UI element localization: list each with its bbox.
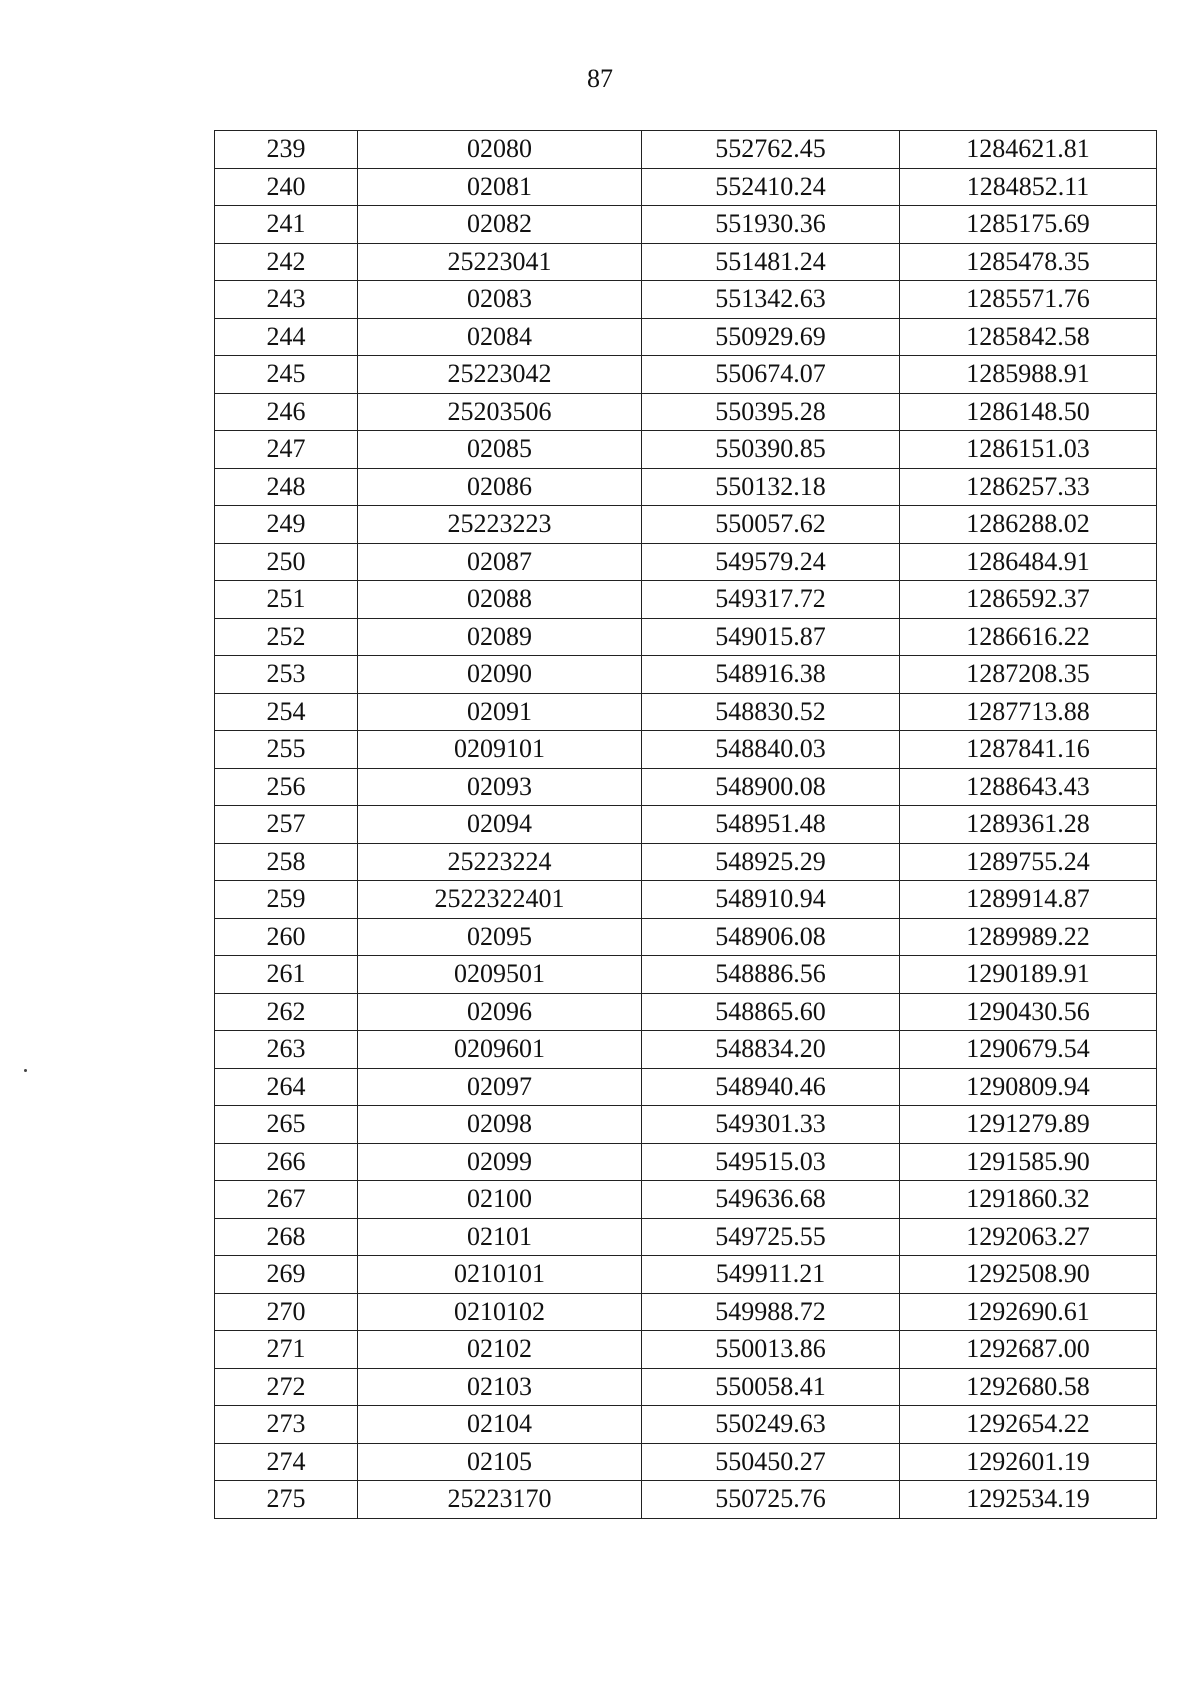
point-id-cell: 25223042 <box>358 356 642 394</box>
table-row <box>215 581 1157 619</box>
coordinates-table <box>214 130 1157 1519</box>
y-coordinate-cell: 1292690.61 <box>900 1293 1157 1331</box>
table-row <box>215 1406 1157 1444</box>
row-number-cell: 247 <box>215 431 358 469</box>
x-coordinate-cell: 549015.87 <box>642 618 900 656</box>
row-number-cell: 263 <box>215 1031 358 1069</box>
row-number-cell: 251 <box>215 581 358 619</box>
table-row <box>215 168 1157 206</box>
point-id-cell: 02090 <box>358 656 642 694</box>
row-number-cell: 259 <box>215 881 358 919</box>
x-coordinate-cell: 549911.21 <box>642 1256 900 1294</box>
y-coordinate-cell: 1292680.58 <box>900 1368 1157 1406</box>
row-number-cell: 239 <box>215 131 358 169</box>
x-coordinate-cell: 550057.62 <box>642 506 900 544</box>
row-number-cell: 275 <box>215 1481 358 1519</box>
point-id-cell: 25203506 <box>358 393 642 431</box>
table-row <box>215 281 1157 319</box>
table-row <box>215 393 1157 431</box>
table-row <box>215 1481 1157 1519</box>
table-row <box>215 543 1157 581</box>
point-id-cell: 2522322401 <box>358 881 642 919</box>
x-coordinate-cell: 552762.45 <box>642 131 900 169</box>
x-coordinate-cell: 548834.20 <box>642 1031 900 1069</box>
table-row <box>215 1031 1157 1069</box>
row-number-cell: 260 <box>215 918 358 956</box>
row-number-cell: 245 <box>215 356 358 394</box>
coordinates-table-container <box>214 130 1156 1519</box>
point-id-cell: 02083 <box>358 281 642 319</box>
x-coordinate-cell: 549515.03 <box>642 1143 900 1181</box>
x-coordinate-cell: 548830.52 <box>642 693 900 731</box>
table-row <box>215 993 1157 1031</box>
point-id-cell: 02088 <box>358 581 642 619</box>
x-coordinate-cell: 550929.69 <box>642 318 900 356</box>
row-number-cell: 265 <box>215 1106 358 1144</box>
table-row <box>215 468 1157 506</box>
table-row <box>215 768 1157 806</box>
x-coordinate-cell: 548840.03 <box>642 731 900 769</box>
x-coordinate-cell: 550013.86 <box>642 1331 900 1369</box>
y-coordinate-cell: 1289989.22 <box>900 918 1157 956</box>
y-coordinate-cell: 1288643.43 <box>900 768 1157 806</box>
coordinates-table-body <box>215 131 1157 1519</box>
table-row <box>215 1293 1157 1331</box>
x-coordinate-cell: 550674.07 <box>642 356 900 394</box>
table-row <box>215 618 1157 656</box>
point-id-cell: 02095 <box>358 918 642 956</box>
table-row <box>215 1368 1157 1406</box>
row-number-cell: 267 <box>215 1181 358 1219</box>
row-number-cell: 258 <box>215 843 358 881</box>
table-row <box>215 131 1157 169</box>
point-id-cell: 0209101 <box>358 731 642 769</box>
row-number-cell: 266 <box>215 1143 358 1181</box>
table-row <box>215 693 1157 731</box>
y-coordinate-cell: 1291860.32 <box>900 1181 1157 1219</box>
point-id-cell: 02085 <box>358 431 642 469</box>
x-coordinate-cell: 550058.41 <box>642 1368 900 1406</box>
point-id-cell: 02097 <box>358 1068 642 1106</box>
y-coordinate-cell: 1287208.35 <box>900 656 1157 694</box>
row-number-cell: 268 <box>215 1218 358 1256</box>
y-coordinate-cell: 1292601.19 <box>900 1443 1157 1481</box>
point-id-cell: 02104 <box>358 1406 642 1444</box>
table-row <box>215 881 1157 919</box>
x-coordinate-cell: 548940.46 <box>642 1068 900 1106</box>
table-row <box>215 918 1157 956</box>
point-id-cell: 02094 <box>358 806 642 844</box>
stray-mark <box>24 1069 27 1072</box>
y-coordinate-cell: 1289361.28 <box>900 806 1157 844</box>
y-coordinate-cell: 1292654.22 <box>900 1406 1157 1444</box>
row-number-cell: 264 <box>215 1068 358 1106</box>
x-coordinate-cell: 549301.33 <box>642 1106 900 1144</box>
x-coordinate-cell: 548925.29 <box>642 843 900 881</box>
point-id-cell: 02086 <box>358 468 642 506</box>
table-row <box>215 656 1157 694</box>
row-number-cell: 250 <box>215 543 358 581</box>
y-coordinate-cell: 1287713.88 <box>900 693 1157 731</box>
table-row <box>215 1143 1157 1181</box>
row-number-cell: 248 <box>215 468 358 506</box>
table-row <box>215 318 1157 356</box>
table-row <box>215 843 1157 881</box>
y-coordinate-cell: 1286151.03 <box>900 431 1157 469</box>
y-coordinate-cell: 1285478.35 <box>900 243 1157 281</box>
point-id-cell: 02105 <box>358 1443 642 1481</box>
row-number-cell: 261 <box>215 956 358 994</box>
y-coordinate-cell: 1285571.76 <box>900 281 1157 319</box>
y-coordinate-cell: 1286616.22 <box>900 618 1157 656</box>
y-coordinate-cell: 1290189.91 <box>900 956 1157 994</box>
y-coordinate-cell: 1286288.02 <box>900 506 1157 544</box>
y-coordinate-cell: 1286484.91 <box>900 543 1157 581</box>
row-number-cell: 241 <box>215 206 358 244</box>
y-coordinate-cell: 1290679.54 <box>900 1031 1157 1069</box>
point-id-cell: 02084 <box>358 318 642 356</box>
x-coordinate-cell: 548906.08 <box>642 918 900 956</box>
point-id-cell: 0210102 <box>358 1293 642 1331</box>
point-id-cell: 25223223 <box>358 506 642 544</box>
x-coordinate-cell: 550390.85 <box>642 431 900 469</box>
point-id-cell: 02103 <box>358 1368 642 1406</box>
y-coordinate-cell: 1290809.94 <box>900 1068 1157 1106</box>
point-id-cell: 02102 <box>358 1331 642 1369</box>
point-id-cell: 02087 <box>358 543 642 581</box>
row-number-cell: 240 <box>215 168 358 206</box>
table-row <box>215 1068 1157 1106</box>
point-id-cell: 02099 <box>358 1143 642 1181</box>
point-id-cell: 25223224 <box>358 843 642 881</box>
x-coordinate-cell: 550395.28 <box>642 393 900 431</box>
x-coordinate-cell: 549636.68 <box>642 1181 900 1219</box>
row-number-cell: 252 <box>215 618 358 656</box>
y-coordinate-cell: 1285842.58 <box>900 318 1157 356</box>
y-coordinate-cell: 1286148.50 <box>900 393 1157 431</box>
y-coordinate-cell: 1289755.24 <box>900 843 1157 881</box>
table-row <box>215 356 1157 394</box>
row-number-cell: 254 <box>215 693 358 731</box>
x-coordinate-cell: 549317.72 <box>642 581 900 619</box>
x-coordinate-cell: 551481.24 <box>642 243 900 281</box>
table-row <box>215 431 1157 469</box>
y-coordinate-cell: 1292534.19 <box>900 1481 1157 1519</box>
point-id-cell: 02089 <box>358 618 642 656</box>
point-id-cell: 25223041 <box>358 243 642 281</box>
point-id-cell: 02100 <box>358 1181 642 1219</box>
x-coordinate-cell: 550450.27 <box>642 1443 900 1481</box>
row-number-cell: 270 <box>215 1293 358 1331</box>
row-number-cell: 243 <box>215 281 358 319</box>
y-coordinate-cell: 1291585.90 <box>900 1143 1157 1181</box>
point-id-cell: 02093 <box>358 768 642 806</box>
table-row <box>215 506 1157 544</box>
x-coordinate-cell: 552410.24 <box>642 168 900 206</box>
row-number-cell: 249 <box>215 506 358 544</box>
point-id-cell: 02098 <box>358 1106 642 1144</box>
table-row <box>215 1443 1157 1481</box>
table-row <box>215 956 1157 994</box>
table-row <box>215 243 1157 281</box>
y-coordinate-cell: 1285988.91 <box>900 356 1157 394</box>
y-coordinate-cell: 1292508.90 <box>900 1256 1157 1294</box>
table-row <box>215 806 1157 844</box>
y-coordinate-cell: 1286257.33 <box>900 468 1157 506</box>
point-id-cell: 02101 <box>358 1218 642 1256</box>
row-number-cell: 255 <box>215 731 358 769</box>
row-number-cell: 257 <box>215 806 358 844</box>
x-coordinate-cell: 548916.38 <box>642 656 900 694</box>
x-coordinate-cell: 551930.36 <box>642 206 900 244</box>
row-number-cell: 273 <box>215 1406 358 1444</box>
row-number-cell: 253 <box>215 656 358 694</box>
point-id-cell: 02082 <box>358 206 642 244</box>
point-id-cell: 0209601 <box>358 1031 642 1069</box>
table-row <box>215 1331 1157 1369</box>
y-coordinate-cell: 1284621.81 <box>900 131 1157 169</box>
x-coordinate-cell: 549579.24 <box>642 543 900 581</box>
table-row <box>215 1218 1157 1256</box>
x-coordinate-cell: 550132.18 <box>642 468 900 506</box>
page-number: 87 <box>587 64 613 93</box>
y-coordinate-cell: 1292687.00 <box>900 1331 1157 1369</box>
x-coordinate-cell: 548900.08 <box>642 768 900 806</box>
row-number-cell: 244 <box>215 318 358 356</box>
point-id-cell: 02096 <box>358 993 642 1031</box>
row-number-cell: 271 <box>215 1331 358 1369</box>
point-id-cell: 0210101 <box>358 1256 642 1294</box>
table-row <box>215 1181 1157 1219</box>
table-row <box>215 731 1157 769</box>
row-number-cell: 274 <box>215 1443 358 1481</box>
x-coordinate-cell: 551342.63 <box>642 281 900 319</box>
row-number-cell: 242 <box>215 243 358 281</box>
point-id-cell: 0209501 <box>358 956 642 994</box>
y-coordinate-cell: 1289914.87 <box>900 881 1157 919</box>
table-row <box>215 206 1157 244</box>
table-row <box>215 1256 1157 1294</box>
x-coordinate-cell: 548865.60 <box>642 993 900 1031</box>
point-id-cell: 02080 <box>358 131 642 169</box>
row-number-cell: 272 <box>215 1368 358 1406</box>
x-coordinate-cell: 550249.63 <box>642 1406 900 1444</box>
x-coordinate-cell: 548951.48 <box>642 806 900 844</box>
row-number-cell: 269 <box>215 1256 358 1294</box>
x-coordinate-cell: 548886.56 <box>642 956 900 994</box>
point-id-cell: 02081 <box>358 168 642 206</box>
x-coordinate-cell: 549725.55 <box>642 1218 900 1256</box>
y-coordinate-cell: 1290430.56 <box>900 993 1157 1031</box>
x-coordinate-cell: 548910.94 <box>642 881 900 919</box>
y-coordinate-cell: 1287841.16 <box>900 731 1157 769</box>
row-number-cell: 256 <box>215 768 358 806</box>
x-coordinate-cell: 549988.72 <box>642 1293 900 1331</box>
y-coordinate-cell: 1286592.37 <box>900 581 1157 619</box>
row-number-cell: 262 <box>215 993 358 1031</box>
y-coordinate-cell: 1291279.89 <box>900 1106 1157 1144</box>
x-coordinate-cell: 550725.76 <box>642 1481 900 1519</box>
y-coordinate-cell: 1284852.11 <box>900 168 1157 206</box>
y-coordinate-cell: 1292063.27 <box>900 1218 1157 1256</box>
point-id-cell: 02091 <box>358 693 642 731</box>
point-id-cell: 25223170 <box>358 1481 642 1519</box>
row-number-cell: 246 <box>215 393 358 431</box>
y-coordinate-cell: 1285175.69 <box>900 206 1157 244</box>
table-row <box>215 1106 1157 1144</box>
